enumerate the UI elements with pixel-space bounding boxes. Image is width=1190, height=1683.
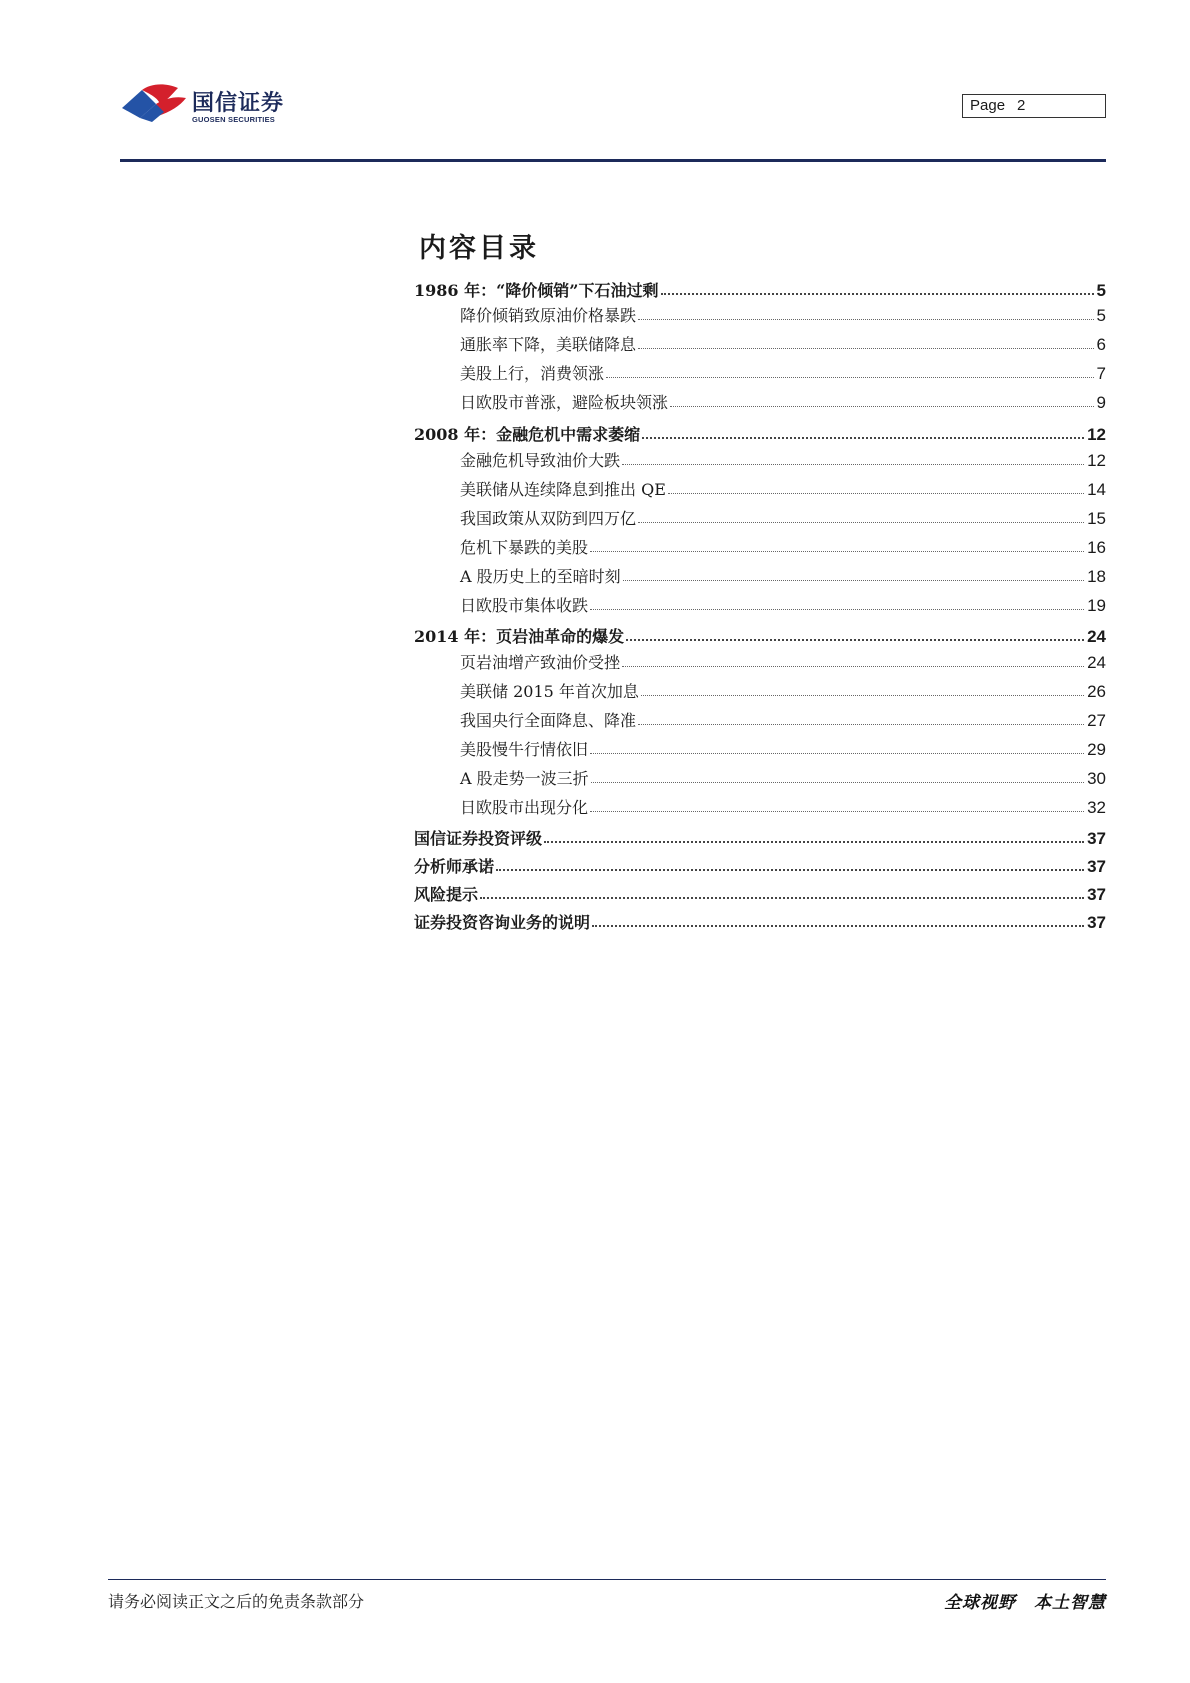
toc-entry-label: 日欧股市集体收跌 <box>460 596 589 615</box>
toc-leader-dots <box>641 695 1084 696</box>
toc-leader-dots <box>670 406 1094 407</box>
toc-section-entry[interactable] <box>414 825 1106 849</box>
toc-entry-label: 美联储从连续降息到推出 QE <box>460 480 666 499</box>
guosen-logo <box>120 82 300 130</box>
toc-entry-label: 1986 年：“降价倾销”下石油过剩 <box>414 281 659 300</box>
toc-subsection-entry[interactable] <box>460 592 1106 616</box>
toc-subsection-entry[interactable] <box>460 736 1106 760</box>
toc-entry-label: 国信证券投资评级 <box>414 829 543 848</box>
toc-entry-label: 我国政策从双防到四万亿 <box>460 509 637 528</box>
toc-section-entry[interactable] <box>414 881 1106 905</box>
toc-subsection-entry[interactable] <box>460 476 1106 500</box>
toc-entry-page: 37 <box>1087 857 1106 876</box>
toc-section-entry[interactable] <box>414 623 1106 647</box>
guosen-logo-icon <box>120 82 190 126</box>
toc-subsection-entry[interactable] <box>460 649 1106 673</box>
toc-entry-page: 26 <box>1087 682 1106 701</box>
toc-leader-dots <box>590 811 1084 812</box>
toc-entry-label: 风险提示 <box>414 885 479 904</box>
toc-subsection-entry[interactable] <box>460 794 1106 818</box>
toc-section-entry[interactable] <box>414 853 1106 877</box>
toc-subsection-entry[interactable] <box>460 389 1106 413</box>
toc-entry-page: 9 <box>1096 393 1106 412</box>
footer-disclaimer: 请务必阅读正文之后的免责条款部分 <box>108 1592 365 1611</box>
toc-subsection-entry[interactable] <box>460 563 1106 587</box>
toc-subsection-entry[interactable] <box>460 707 1106 731</box>
toc-entry-page: 6 <box>1096 335 1106 354</box>
toc-entry-label: 日欧股市出现分化 <box>460 798 589 817</box>
toc-entry-label: 美股慢牛行情依旧 <box>460 740 589 759</box>
toc-entry-page: 24 <box>1087 653 1106 672</box>
page-header <box>0 0 1190 165</box>
toc-subsection-entry[interactable] <box>460 447 1106 471</box>
toc-entry-page: 7 <box>1096 364 1106 383</box>
toc-subsection-entry[interactable] <box>460 534 1106 558</box>
slogan-local-wisdom: 本土智慧 <box>1034 1593 1106 1613</box>
logo-chinese-name: 国信证券 <box>192 91 285 116</box>
footer-divider <box>108 1579 1106 1580</box>
toc-leader-dots <box>661 293 1094 295</box>
toc-entry-page: 19 <box>1087 596 1106 615</box>
toc-leader-dots <box>590 551 1084 552</box>
slogan-global-vision: 全球视野 <box>944 1593 1016 1613</box>
toc-entry-label: 美联储 2015 年首次加息 <box>460 682 639 701</box>
toc-entry-label: 2008 年：金融危机中需求萎缩 <box>414 425 641 444</box>
toc-leader-dots <box>642 437 1084 439</box>
toc-entry-label: 美股上行，消费领涨 <box>460 364 605 383</box>
toc-entry-label: 通胀率下降，美联储降息 <box>460 335 637 354</box>
toc-leader-dots <box>622 464 1084 465</box>
toc-entry-page: 18 <box>1087 567 1106 586</box>
toc-subsection-entry[interactable] <box>460 678 1106 702</box>
toc-leader-dots <box>590 753 1084 754</box>
toc-leader-dots <box>623 580 1084 581</box>
toc-subsection-entry[interactable] <box>460 360 1106 384</box>
toc-entry-label: 我国央行全面降息、降准 <box>460 711 637 730</box>
toc-leader-dots <box>606 377 1094 378</box>
toc-subsection-entry[interactable] <box>460 331 1106 355</box>
toc-leader-dots <box>496 869 1084 871</box>
toc-entry-page: 37 <box>1087 913 1106 932</box>
toc-entry-page: 37 <box>1087 885 1106 904</box>
toc-entry-page: 16 <box>1087 538 1106 557</box>
header-divider <box>120 159 1106 162</box>
toc-entry-page: 29 <box>1087 740 1106 759</box>
toc-entry-label: 页岩油增产致油价受挫 <box>460 653 621 672</box>
toc-entry-page: 27 <box>1087 711 1106 730</box>
toc-entry-page: 5 <box>1096 306 1106 325</box>
toc-subsection-entry[interactable] <box>460 302 1106 326</box>
toc-entry-label: A 股走势一波三折 <box>460 769 589 788</box>
toc-section-entry[interactable] <box>414 909 1106 933</box>
toc-entry-label: 日欧股市普涨，避险板块领涨 <box>460 393 669 412</box>
toc-leader-dots <box>626 639 1084 641</box>
toc-entry-page: 5 <box>1096 281 1106 300</box>
toc-leader-dots <box>638 724 1084 725</box>
toc-entry-label: 降价倾销致原油价格暴跌 <box>460 306 637 325</box>
toc-entry-page: 30 <box>1087 769 1106 788</box>
toc-entry-page: 12 <box>1087 425 1106 444</box>
logo-english-name: GUOSEN SECURITIES <box>192 115 275 124</box>
toc-entry-page: 14 <box>1087 480 1106 499</box>
toc-subsection-entry[interactable] <box>460 505 1106 529</box>
toc-leader-dots <box>668 493 1084 494</box>
footer-slogan <box>944 1588 1106 1613</box>
toc-entry-page: 24 <box>1087 627 1106 646</box>
toc-leader-dots <box>480 897 1084 899</box>
toc-section-entry[interactable] <box>414 277 1106 301</box>
toc-entry-label: 证券投资咨询业务的说明 <box>414 913 591 932</box>
toc-entry-label: 危机下暴跌的美股 <box>460 538 589 557</box>
toc-leader-dots <box>590 609 1084 610</box>
toc-entry-page: 32 <box>1087 798 1106 817</box>
page-indicator <box>962 94 1106 118</box>
toc-entry-label: 金融危机导致油价大跌 <box>460 451 621 470</box>
toc-leader-dots <box>591 782 1084 783</box>
toc-leader-dots <box>544 841 1084 843</box>
toc-leader-dots <box>638 319 1094 320</box>
toc-leader-dots <box>592 925 1084 927</box>
toc-section-entry[interactable] <box>414 421 1106 445</box>
toc-entry-page: 37 <box>1087 829 1106 848</box>
toc-entry-page: 12 <box>1087 451 1106 470</box>
toc-entry-page: 15 <box>1087 509 1106 528</box>
toc-leader-dots <box>638 522 1084 523</box>
page-label: Page <box>970 97 1006 114</box>
toc-entry-label: A 股历史上的至暗时刻 <box>460 567 621 586</box>
toc-leader-dots <box>638 348 1094 349</box>
toc-entry-label: 分析师承诺 <box>414 857 495 876</box>
toc-leader-dots <box>622 666 1084 667</box>
toc-entry-label: 2014 年：页岩油革命的爆发 <box>414 627 625 646</box>
toc-subsection-entry[interactable] <box>460 765 1106 789</box>
toc-title: 内容目录 <box>419 233 539 264</box>
page-number: 2 <box>1017 97 1026 114</box>
